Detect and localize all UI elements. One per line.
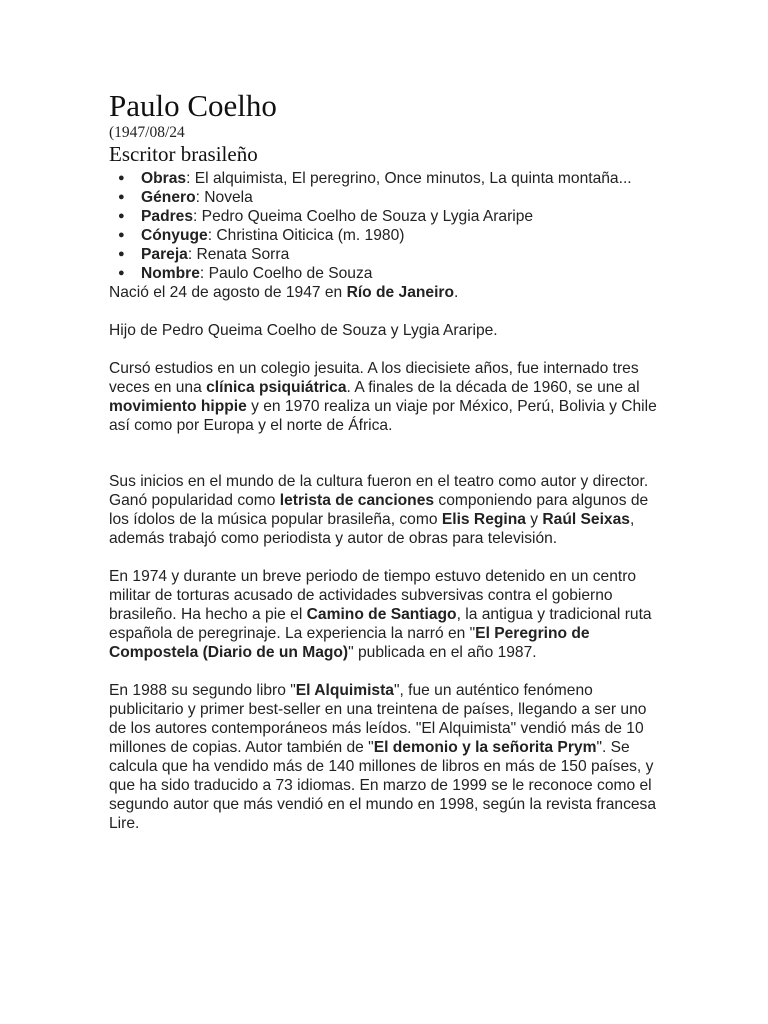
fact-value: : Paulo Coelho de Souza	[199, 265, 373, 282]
list-item	[109, 226, 661, 245]
fact-label: Género	[141, 189, 196, 206]
fact-label: Cónyuge	[141, 227, 208, 244]
birth-date: (1947/08/24	[109, 124, 185, 141]
list-item	[109, 207, 661, 226]
paragraph-1974: En 1974 y durante un breve periodo de tiempo estuvo detenido en un centro militar de torturas acusado de actividades subversivas contra el gobierno brasileño. Ha hecho a pie el Camino de Santiago, la antigua y tradicional ruta española de peregrinaje. La experiencia la narró en "El Peregrino de Compostela (Diario de un Mago)" publicada en el año 1987.	[109, 568, 652, 661]
bullet-icon: ●	[118, 248, 125, 260]
bullet-icon: ●	[118, 172, 125, 184]
fact-value: : Pedro Queima Coelho de Souza y Lygia Araripe	[193, 208, 534, 225]
fact-label: Obras	[141, 170, 187, 187]
bullet-icon: ●	[118, 229, 125, 241]
fact-label: Pareja	[141, 246, 188, 263]
list-item	[109, 245, 661, 264]
paragraph-birth: Nació el 24 de agosto de 1947 en Río de Janeiro.	[109, 284, 459, 301]
fact-value: : Christina Oiticica (m. 1980)	[207, 227, 405, 244]
fact-value: : Novela	[195, 189, 253, 206]
paragraph-parents: Hijo de Pedro Queima Coelho de Souza y Lygia Araripe.	[109, 322, 498, 339]
page-title: Paulo Coelho	[109, 88, 277, 123]
bullet-icon: ●	[118, 267, 125, 279]
list-item	[109, 188, 661, 207]
bullet-icon: ●	[118, 210, 125, 222]
facts-list	[109, 169, 661, 283]
document-page	[109, 88, 661, 852]
page-subtitle: Escritor brasileño	[109, 142, 258, 166]
fact-value: : Renata Sorra	[187, 246, 290, 263]
paragraph-1988: En 1988 su segundo libro "El Alquimista", fue un auténtico fenómeno publicitario y primer best-seller en una treintena de países, llegando a ser uno de los autores contemporáneos más leídos. "El Alquimista" vendió más de 10 millones de copias. Autor también de "El demonio y la señorita Prym". Se calcula que ha vendido más de 140 millones de libros en más de 150 países, y que ha sido traducido a 73 idiomas. En marzo de 1999 se le reconoce como el segundo autor que más vendió en el mundo en 1998, según la revista francesa Lire.	[109, 682, 657, 832]
list-item	[109, 169, 661, 188]
fact-value: : El alquimista, El peregrino, Once minutos, La quinta montaña...	[186, 170, 632, 187]
fact-label: Padres	[141, 208, 194, 225]
paragraph-career: Sus inicios en el mundo de la cultura fueron en el teatro como autor y director. Ganó popularidad como letrista de canciones componiendo para algunos de los ídolos de la música popular brasileña, como Elis Regina y Raúl Seixas, además trabajó como periodista y autor de obras para televisión.	[109, 473, 649, 547]
paragraph-studies: Cursó estudios en un colegio jesuita. A los diecisiete años, fue internado tres veces en una clínica psiquiátrica. A finales de la década de 1960, se une al movimiento hippie y en 1970 realiza un viaje por México, Perú, Bolivia y Chile así como por Europa y el norte de África.	[109, 360, 657, 434]
bullet-icon: ●	[118, 191, 125, 203]
fact-label: Nombre	[141, 265, 200, 282]
list-item	[109, 264, 661, 283]
